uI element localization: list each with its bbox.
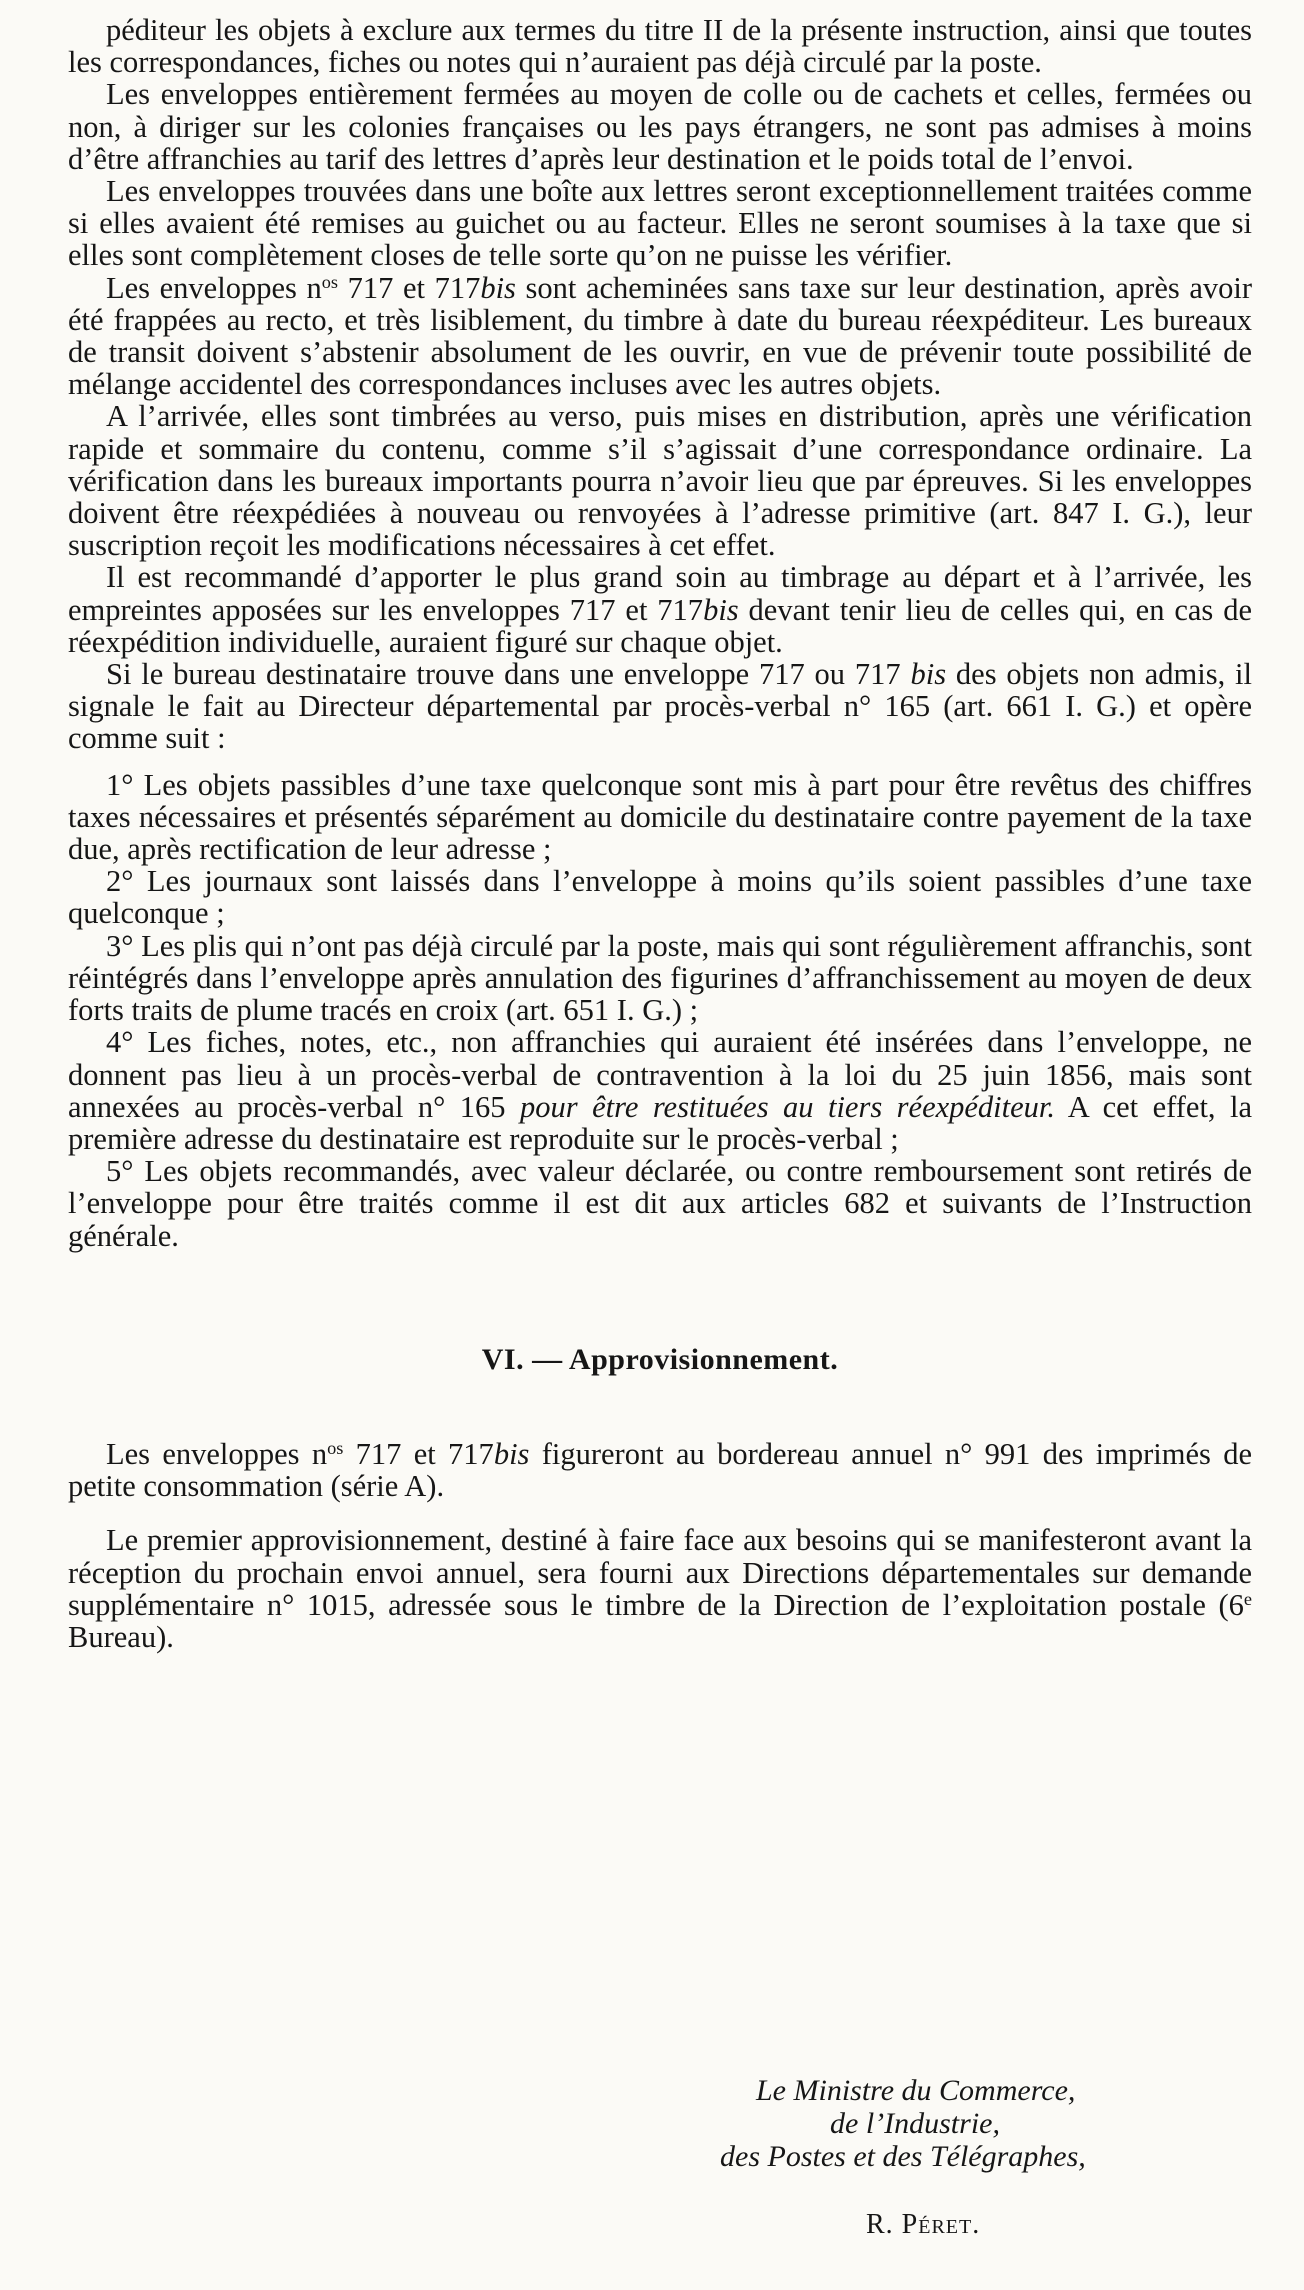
paragraph-text: Si le bureau destinataire trouve dans une enveloppe 717 ou 717 xyxy=(106,657,911,692)
paragraph-text: sont acheminées sans taxe sur leur destination, après avoir été frappées au recto, et très lisiblement, du timbre à date du bureau réexpéditeur. Les bureaux de transit doivent s’abstenir absolument de les ouvrir, en vue de prévenir toute possibilité de mélange accidentel des correspondances incluses avec les autres objets. xyxy=(68,270,1252,402)
paragraph xyxy=(68,1155,1252,1252)
paragraph xyxy=(68,1524,1252,1653)
italic-text: bis xyxy=(910,657,947,692)
paragraph xyxy=(68,769,1252,866)
paragraph xyxy=(68,78,1252,175)
paragraph xyxy=(68,1026,1252,1155)
paragraph xyxy=(68,14,1252,78)
paragraph-text: A l’arrivée, elles sont timbrées au verso, puis mises en distribution, après une vérification rapide et sommaire du contenu, comme s’il s’agissait d’une correspondance ordinaire. La vérification dans les bureaux importants pourra n’avoir lieu que par épreuves. Si les enveloppes doivent être réexpédiées à nouveau ou renvoyées à l’adresse primitive (art. 847 I. G.), leur suscription reçoit les modifications nécessaires à cet effet. xyxy=(68,399,1252,563)
paragraph xyxy=(68,561,1252,658)
document-body xyxy=(68,14,1252,1653)
paragraph-text: 717 et 717 xyxy=(337,270,481,305)
paragraph-text: 2° Les journaux sont laissés dans l’enveloppe à moins qu’ils soient passibles d’une taxe quelconque ; xyxy=(68,864,1252,931)
paragraph-text: péditeur les objets à exclure aux termes du titre II de la présente instruction, ainsi que toutes les correspondances, fiches ou notes qui n’auraient pas déjà circulé par la poste. xyxy=(68,13,1252,80)
paragraph xyxy=(68,930,1252,1027)
paragraph-text: 4° Les fiches, notes, etc., non affranchies qui auraient été insérées dans l’enveloppe, ne donnent pas lieu à un procès-verbal de contravention à la loi du 25 juin 1856, mais sont annexées au procès-verbal n° 165 xyxy=(68,1025,1252,1124)
paragraph-text: Les enveloppes n xyxy=(106,270,322,305)
signature-block xyxy=(720,2074,1160,2173)
paragraph-text: A cet effet, la première adresse du destinataire est reproduite sur le procès-verbal ; xyxy=(68,1089,1253,1156)
body-text-bottom xyxy=(68,1438,1252,1653)
paragraph-text: Le premier approvisionnement, destiné à faire face aux besoins qui se manifesteront avant la réception du prochain envoi annuel, sera fourni aux Directions départementales sur demande supplémentaire n° 1015, adressée sous le timbre de la Direction de l’exploitation postale (6 xyxy=(68,1523,1252,1622)
paragraph-text: des objets non admis, il signale le fait au Directeur départemental par procès-verbal n° 165 (art. 661 I. G.) et opère comme suit : xyxy=(68,657,1252,756)
italic-text: pour être restituées au tiers réexpéditeur. xyxy=(520,1089,1056,1124)
italic-text: bis xyxy=(493,1436,530,1471)
paragraph xyxy=(68,400,1252,561)
paragraph-text: figureront au bordereau annuel n° 991 des imprimés de petite consommation (série A). xyxy=(68,1436,1252,1504)
superscript-text: e xyxy=(1243,1588,1252,1609)
body-text-top xyxy=(68,14,1252,1252)
signature-line-posts: des Postes et des Télégraphes, xyxy=(720,2140,1086,2173)
signer-name: R. Péret. xyxy=(866,2209,981,2240)
paragraph-text: Les enveloppes trouvées dans une boîte aux lettres seront exceptionnellement traitées comme si elles avaient été remises au guichet ou au facteur. Elles ne seront soumises à la taxe que si elles sont complètement closes de telle sorte qu’on ne puisse les vérifier. xyxy=(68,174,1252,273)
superscript-text: os xyxy=(327,1437,344,1458)
paragraph-text: 1° Les objets passibles d’une taxe quelconque sont mis à part pour être revêtus des chiffres taxes nécessaires et présentés séparément au domicile du destinataire contre payement de la taxe due, après rectification de leur adresse ; xyxy=(68,767,1252,867)
paragraph-text: Les enveloppes entièrement fermées au moyen de colle ou de cachets et celles, fermées ou non, à diriger sur les colonies françaises ou les pays étrangers, ne sont pas admises à moins d’être affranchies au tarif des lettres d’après leur destination et le poids total de l’envoi. xyxy=(68,77,1252,176)
paragraph xyxy=(68,865,1252,929)
paragraph-text: Il est recommandé d’apporter le plus grand soin au timbrage au départ et à l’arrivée, les empreintes apposées sur les enveloppes 717 et 717 xyxy=(68,560,1252,627)
superscript-text: os xyxy=(321,271,338,292)
paragraph xyxy=(68,1438,1252,1502)
paragraph-text: 717 et 717 xyxy=(343,1436,494,1471)
paragraph-text: Les enveloppes n xyxy=(106,1436,328,1471)
paragraph-text: 5° Les objets recommandés, avec valeur déclarée, ou contre remboursement sont retirés de l’enveloppe pour être traités comme il est dit aux articles 682 et suivants de l’Instruction générale. xyxy=(68,1154,1252,1253)
paragraph xyxy=(68,272,1252,401)
paragraph xyxy=(68,175,1252,272)
italic-text: bis xyxy=(480,270,516,305)
paragraph xyxy=(68,658,1252,755)
paragraph-text: Bureau). xyxy=(68,1619,174,1654)
paragraph-text: 3° Les plis qui n’ont pas déjà circulé par la poste, mais qui sont régulièrement affranchis, sont réintégrés dans l’enveloppe après annulation des figurines d’affranchissement au moyen de deux forts traits de plume tracés en croix (art. 651 I. G.) ; xyxy=(68,928,1252,1028)
signature-line-minister: Le Ministre du Commerce, xyxy=(756,2074,1076,2107)
italic-text: bis xyxy=(703,592,739,627)
paragraph-text: devant tenir lieu de celles qui, en cas de réexpédition individuelle, auraient figuré sur chaque objet. xyxy=(68,592,1252,659)
section-heading: VI. — Approvisionnement. xyxy=(481,1342,839,1376)
signature-line-industry: de l’Industrie, xyxy=(830,2107,1000,2140)
